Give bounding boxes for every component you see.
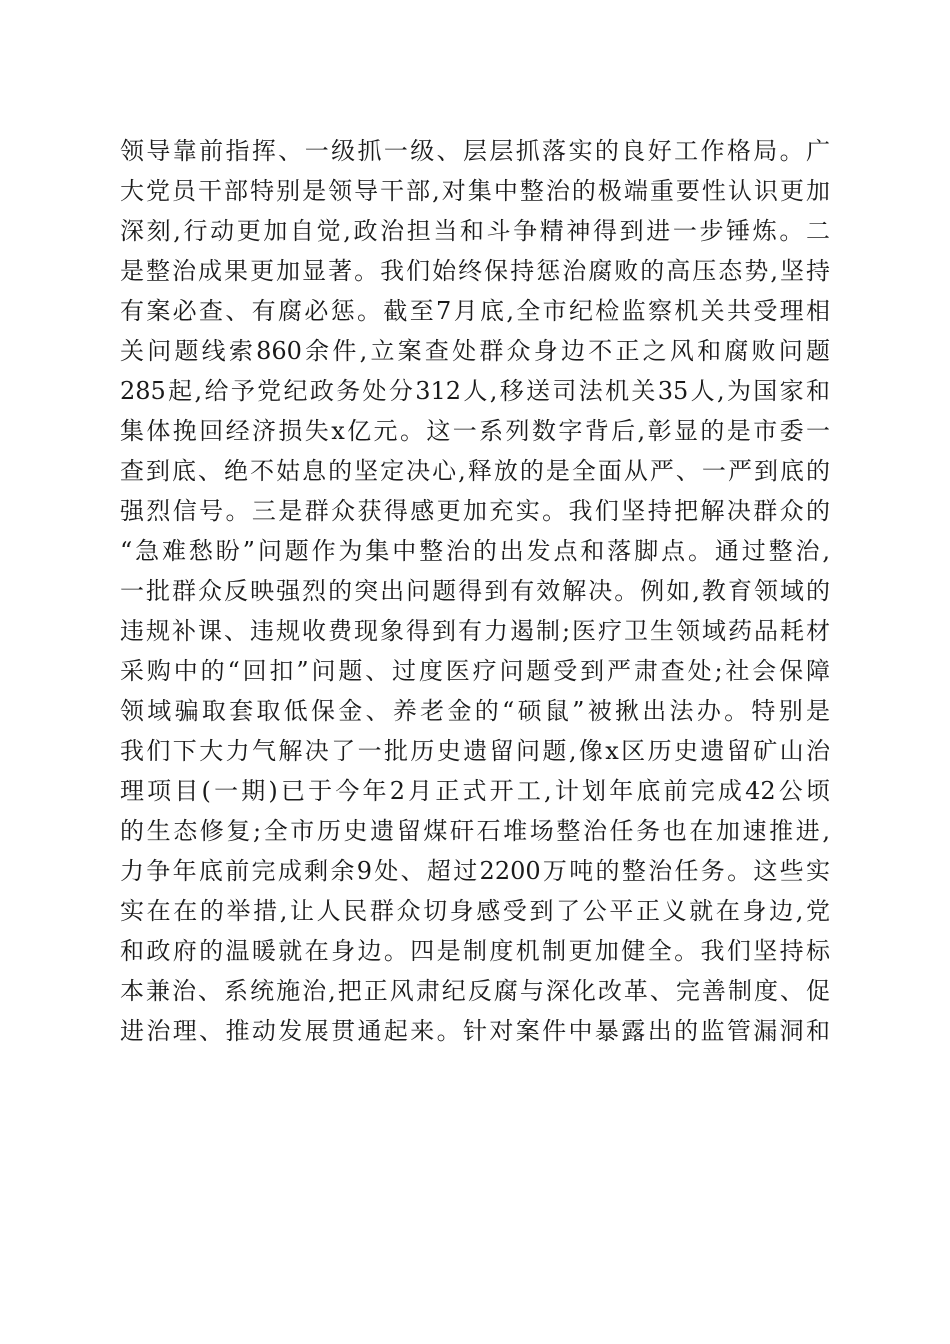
text-line: 力争年底前完成剩余9处、超过2200万吨的整治任务。这些实 [120, 857, 830, 885]
text-line: 查到底、绝不姑息的坚定决心,释放的是全面从严、一严到底的 [120, 457, 830, 485]
text-line: 集体挽回经济损失x亿元。这一系列数字背后,彰显的是市委一 [120, 417, 830, 445]
text-line: 关问题线索860余件,立案查处群众身边不正之风和腐败问题 [120, 337, 830, 365]
text-line: 和政府的温暖就在身边。四是制度机制更加健全。我们坚持标 [120, 937, 830, 965]
text-line: 领导靠前指挥、一级抓一级、层层抓落实的良好工作格局。广 [120, 137, 830, 165]
text-line: 强烈信号。三是群众获得感更加充实。我们坚持把解决群众的 [120, 497, 830, 525]
text-line: 的生态修复;全市历史遗留煤矸石堆场整治任务也在加速推进, [120, 817, 830, 845]
text-line: 我们下大力气解决了一批历史遗留问题,像x区历史遗留矿山治 [120, 737, 830, 765]
text-line: 领域骗取套取低保金、养老金的“硕鼠”被揪出法办。特别是 [120, 697, 830, 725]
text-line: 违规补课、违规收费现象得到有力遏制;医疗卫生领域药品耗材 [120, 617, 830, 645]
text-line: 实在在的举措,让人民群众切身感受到了公平正义就在身边,党 [120, 897, 830, 925]
text-line: 本兼治、系统施治,把正风肃纪反腐与深化改革、完善制度、促 [120, 977, 830, 1005]
text-line: 285起,给予党纪政务处分312人,移送司法机关35人,为国家和 [120, 377, 830, 405]
text-line: 深刻,行动更加自觉,政治担当和斗争精神得到进一步锤炼。二 [120, 217, 830, 245]
text-line: 有案必查、有腐必惩。截至7月底,全市纪检监察机关共受理相 [120, 297, 830, 325]
text-line: 理项目(一期)已于今年2月正式开工,计划年底前完成42公顷 [120, 777, 830, 805]
text-line: “急难愁盼”问题作为集中整治的出发点和落脚点。通过整治, [120, 537, 830, 565]
text-line: 进治理、推动发展贯通起来。针对案件中暴露出的监管漏洞和 [120, 1017, 830, 1045]
text-line: 大党员干部特别是领导干部,对集中整治的极端重要性认识更加 [120, 177, 830, 205]
body-text [120, 131, 830, 1051]
text-line: 一批群众反映强烈的突出问题得到有效解决。例如,教育领域的 [120, 577, 830, 605]
text-line: 是整治成果更加显著。我们始终保持惩治腐败的高压态势,坚持 [120, 257, 830, 285]
text-line: 采购中的“回扣”问题、过度医疗问题受到严肃查处;社会保障 [120, 657, 830, 685]
